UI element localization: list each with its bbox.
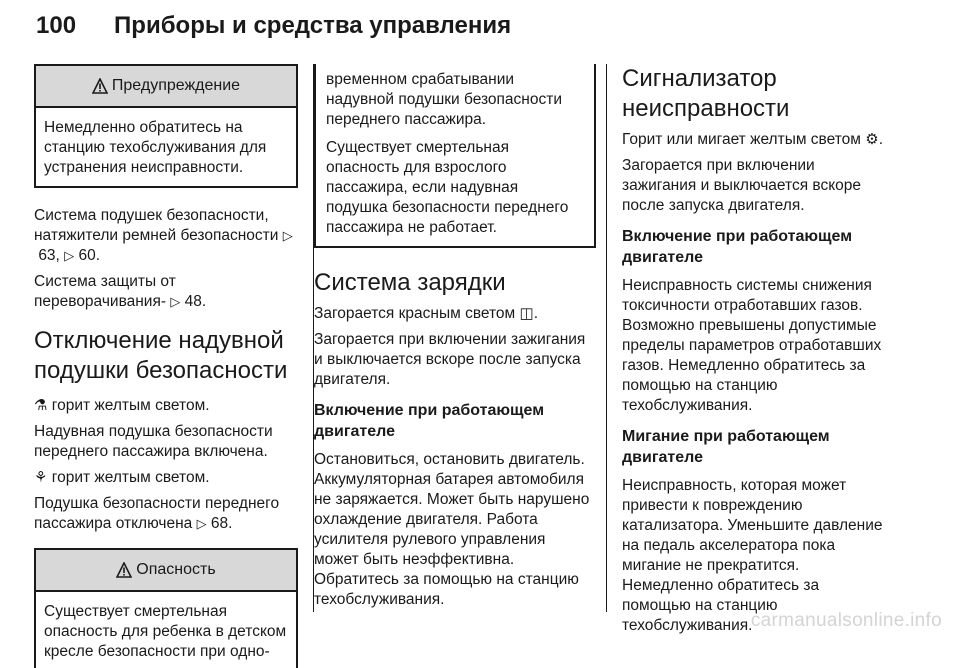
airbag-on-icon: ⚗ xyxy=(34,397,48,414)
paragraph: Неисправность, которая может привести к повреждению катализатора. Уменьшите давление на педаль акселератора пока мигание не прекратится. Немедленно обратитесь за помощью на станцию техобслуживания. xyxy=(622,477,883,634)
page-number: 100 xyxy=(36,12,77,39)
ref-arrow-icon: ▷ xyxy=(196,516,207,531)
danger-title: Опасность xyxy=(136,561,216,578)
section-heading: Сигнализатор неисправности xyxy=(622,65,790,122)
paragraph xyxy=(34,468,298,488)
para1-ref2: 60. xyxy=(78,247,101,264)
paragraph: Горит или мигает желтым светом ⚙. xyxy=(622,131,884,148)
column-divider-2 xyxy=(606,64,607,612)
danger-text: Существует смертельная опасность для ребенка в детском кресле безопасности при одно- xyxy=(44,603,287,660)
page-header xyxy=(36,6,940,46)
warning-body xyxy=(36,108,296,186)
airbag-off-icon: ⚘ xyxy=(34,469,48,486)
para1-ref: 63, xyxy=(38,247,60,264)
warning-title: Предупреждение xyxy=(111,77,241,94)
paragraph: Загорается при включении зажигания и выключается вскоре после запуска двигателя. xyxy=(314,331,586,388)
danger-text-cont-2: Существует смертельная опасность для взрослого пассажира, если надувная подушка безопасности переднего пассажира не работает. xyxy=(326,139,569,236)
line4-ref: 68. xyxy=(210,515,233,532)
battery-icon: ◫ xyxy=(519,305,534,322)
subheading: Мигание при работающем двигателе xyxy=(622,428,830,466)
ref-arrow-icon: ▷ xyxy=(64,248,75,263)
paragraph: Загорается красным светом ◫. xyxy=(314,305,539,322)
paragraph: Система защиты от переворачивания- ▷ 48. xyxy=(34,273,207,310)
ref-arrow-icon: ▷ xyxy=(170,294,181,309)
ref-arrow-icon: ▷ xyxy=(282,228,293,243)
line1: горит желтым светом. xyxy=(51,397,210,414)
danger-box-header xyxy=(36,550,296,592)
para2-ref: 48. xyxy=(184,293,207,310)
section-heading: Отключение надувной подушки безопасности xyxy=(34,327,288,384)
page-title: Приборы и средства управления xyxy=(114,12,512,39)
column-1 xyxy=(34,64,298,668)
warning-text: Немедленно обратитесь на станцию техобслуживания для устранения неисправности. xyxy=(44,119,267,176)
para2-text: Система защиты от переворачивания xyxy=(34,273,176,310)
engine-check-icon: ⚙ xyxy=(865,131,879,148)
danger-box xyxy=(34,548,298,668)
paragraph xyxy=(34,206,298,266)
danger-body xyxy=(36,592,296,668)
warning-box xyxy=(34,64,298,188)
subheading: Включение при работающем двигателе xyxy=(314,402,545,440)
line3: горит желтым светом. xyxy=(51,469,210,486)
column-2 xyxy=(314,64,594,616)
paragraph: Неисправность системы снижения токсичности отработавших газов. Возможно превышены допустимые пределы параметров отработавших газов. Немедленно обратитесь за помощью на станцию техобслуживания. xyxy=(622,277,882,414)
p1: Загорается красным светом xyxy=(314,305,516,322)
p1: Горит или мигает желтым светом xyxy=(622,131,861,148)
warning-triangle-icon xyxy=(92,78,108,94)
warning-triangle-icon xyxy=(116,562,132,578)
column-3 xyxy=(622,64,892,642)
subheading: Включение при работающем двигателе xyxy=(622,228,853,266)
warning-box-header xyxy=(36,66,296,108)
watermark: carmanualsonline.info xyxy=(750,610,942,631)
danger-box-continued xyxy=(314,64,596,248)
section-heading: Система зарядки xyxy=(314,269,506,296)
line4: Подушка безопасности переднего пассажира отключена xyxy=(34,495,280,532)
para1-text: Система подушек безопасности, натяжители ремней безопасности xyxy=(34,207,279,244)
danger-text-cont: временном срабатывании надувной подушки безопасности переднего пассажира. xyxy=(326,71,562,128)
paragraph: Остановиться, остановить двигатель. Аккумуляторная батарея автомобиля не заряжается. Может быть нарушено охлаждение двигателя. Работа усилителя рулевого управления может быть неэффективна. Обратитесь за помощью на станцию техобслуживания. xyxy=(314,451,590,608)
paragraph xyxy=(34,494,298,534)
paragraph: Надувная подушка безопасности переднего пассажира включена. xyxy=(34,423,273,460)
paragraph xyxy=(34,396,298,416)
paragraph: Загорается при включении зажигания и выключается вскоре после запуска двигателя. xyxy=(622,157,862,214)
